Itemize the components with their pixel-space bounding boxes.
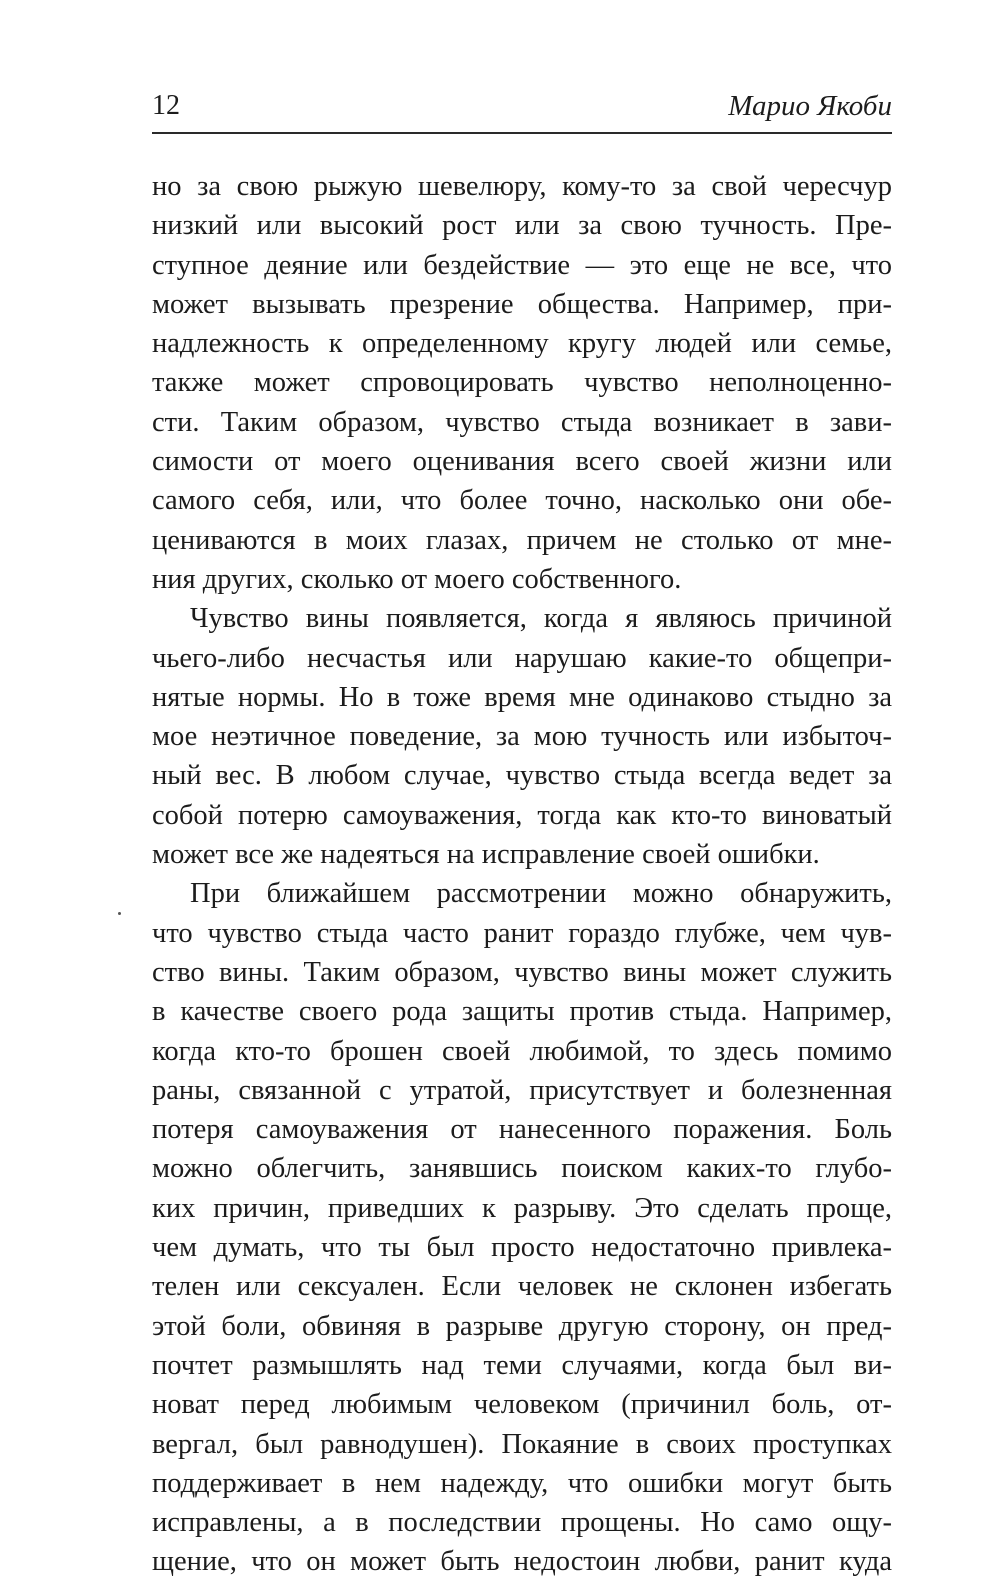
text-line: поддерживает в нем надежду, что ошибки могут быть bbox=[152, 1467, 892, 1499]
text-line: ких причин, приведших к разрыву. Это сделать проще, bbox=[152, 1192, 892, 1224]
text-line: чем думать, что ты был просто недостаточно привлека- bbox=[152, 1232, 892, 1264]
text-line: может вызывать презрение общества. Например, при- bbox=[152, 288, 892, 320]
text-line: симости от моего оценивания всего своей жизни или bbox=[152, 446, 892, 478]
paragraph-3 bbox=[152, 874, 892, 1581]
text-line: потеря самоуважения от нанесенного поражения. Боль bbox=[152, 1114, 892, 1146]
text-line: нятые нормы. Но в тоже время мне одинаково стыдно за bbox=[152, 681, 892, 713]
text-line: надлежность к определенному кругу людей или семье, bbox=[152, 328, 892, 360]
text-line: исправлены, а в последствии прощены. Но само ощу- bbox=[152, 1507, 892, 1539]
paragraph-1 bbox=[152, 167, 892, 599]
paragraph-2 bbox=[152, 599, 892, 874]
text-line: При ближайшем рассмотрении можно обнаружить, bbox=[190, 878, 892, 910]
text-line: цениваются в моих глазах, причем не столько от мне- bbox=[152, 524, 892, 556]
text-line: ния других, сколько от моего собственного. bbox=[152, 563, 682, 595]
text-line: ство вины. Таким образом, чувство вины может служить bbox=[152, 956, 892, 988]
text-line: также может спровоцировать чувство неполноценно- bbox=[152, 367, 892, 399]
text-line: но за свою рыжую шевелюру, кому-то за свой чересчур bbox=[152, 171, 892, 202]
text-line: ступное деяние или бездействие — это еще не все, что bbox=[152, 249, 892, 281]
running-head-author: Марио Якоби bbox=[728, 90, 892, 122]
text-line: собой потерю самоуважения, тогда как кто-то виноватый bbox=[152, 799, 892, 831]
text-line: телен или сексуален. Если человек не склонен избегать bbox=[152, 1271, 892, 1303]
text-line: низкий или высокий рост или за свою тучность. Пре- bbox=[152, 210, 892, 242]
text-line: что чувство стыда часто ранит гораздо глубже, чем чув- bbox=[152, 917, 892, 949]
stray-ink-dot bbox=[118, 912, 121, 915]
text-line: в качестве своего рода защиты против стыда. Например, bbox=[152, 996, 892, 1028]
text-line: ный вес. В любом случае, чувство стыда всегда ведет за bbox=[152, 760, 892, 792]
text-line: раны, связанной с утратой, присутствует и болезненная bbox=[152, 1074, 892, 1106]
text-line: Чувство вины появляется, когда я являюсь причиной bbox=[190, 603, 892, 635]
text-line: щение, что он может быть недостоин любви, ранит куда bbox=[152, 1546, 892, 1578]
text-line: когда кто-то брошен своей любимой, то здесь помимо bbox=[152, 1035, 892, 1067]
text-line: самого себя, или, что более точно, насколько они обе- bbox=[152, 485, 892, 517]
text-line: этой боли, обвиняя в разрыве другую сторону, он пред- bbox=[152, 1310, 892, 1342]
text-line: вергал, был равнодушен). Покаяние в своих проступках bbox=[152, 1428, 892, 1460]
header-rule bbox=[152, 132, 892, 134]
page-number: 12 bbox=[152, 90, 180, 121]
text-line: чьего-либо несчастья или нарушаю какие-то общепри- bbox=[152, 642, 892, 674]
text-line: новат перед любимым человеком (причинил боль, от- bbox=[152, 1389, 892, 1421]
page-header bbox=[152, 84, 892, 128]
text-line: может все же надеяться на исправление своей ошибки. bbox=[152, 839, 820, 871]
text-line: можно облегчить, занявшись поиском каких-то глубо- bbox=[152, 1153, 892, 1185]
body-text bbox=[152, 167, 892, 1582]
text-line: мое неэтичное поведение, за мою тучность или избыточ- bbox=[152, 721, 892, 753]
text-line: сти. Таким образом, чувство стыда возникает в зави- bbox=[152, 406, 892, 438]
text-line: почтет размышлять над теми случаями, когда был ви- bbox=[152, 1349, 892, 1381]
